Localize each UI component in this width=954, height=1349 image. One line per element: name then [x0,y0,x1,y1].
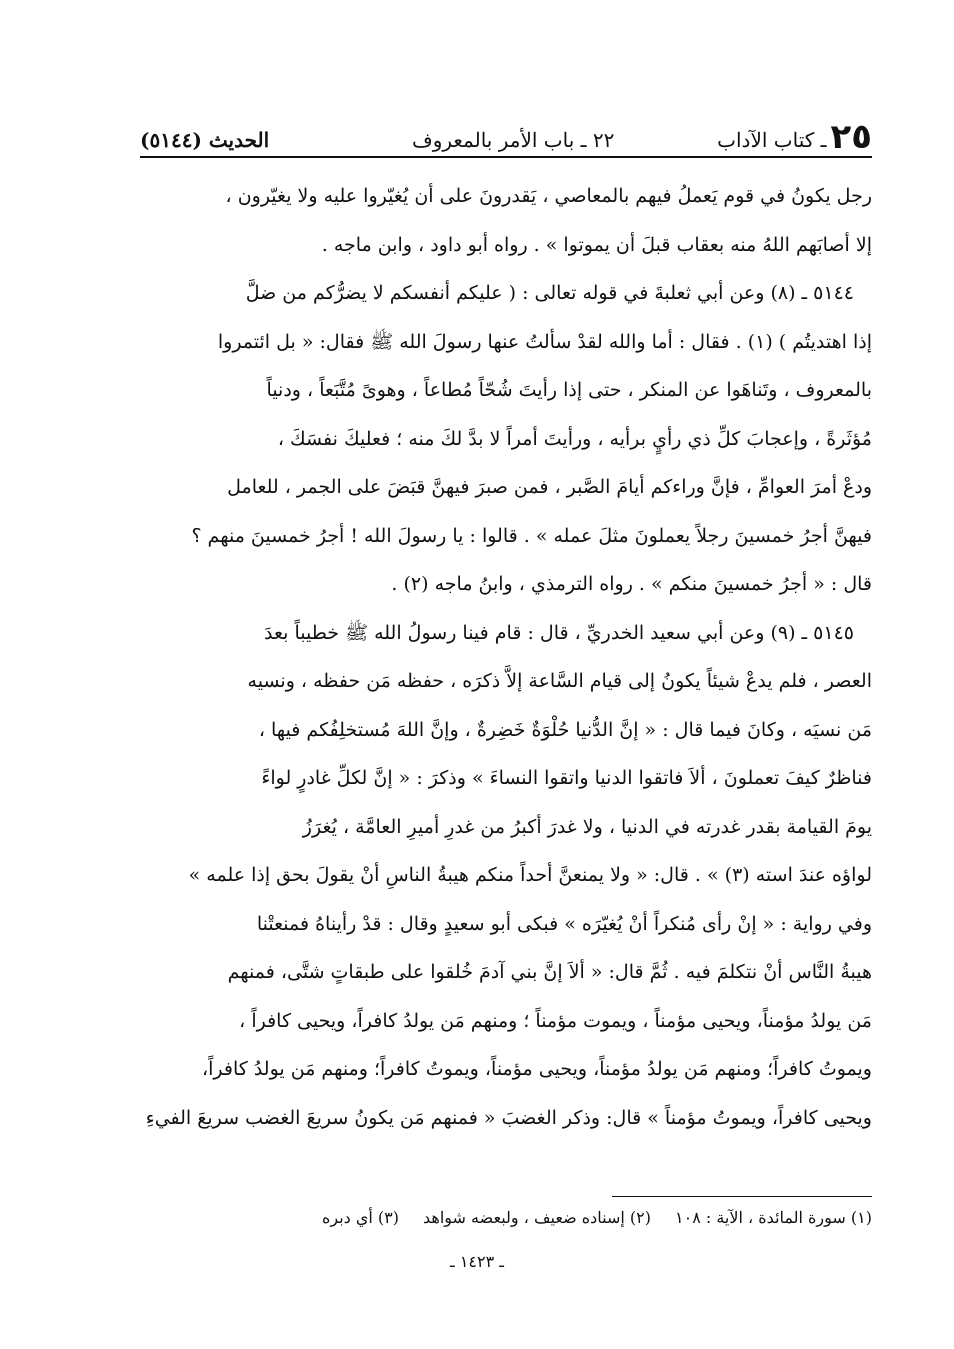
text-line: ويحيى كافراً، ويموتُ مؤمناً » قال: وذكر الغضبَ « فمنهم مَن يكونُ سريعَ الغضب سريعَ الفيءِ [145,1106,872,1129]
text-line: رجل يكونُ في قوم يَعملُ فيهم بالمعاصي ، يَقدرونَ على أن يُغيّروا عليه ولا يغيّرون ، [225,185,872,207]
hadith-5144-start: ٥١٤٤ ـ (٨) وعن أبي ثعلبةَ في قوله تعالى : ( عليكم أنفسكم لا يضرُّكم من ضلَّ [245,282,854,304]
text-line: العصر ، فلم يدعْ شيئاً يكونُ إلى قيام السَّاعة إلاَّ ذكرَه ، حفظه مَن حفظه ، ونسيه [247,670,872,692]
hadith-5145-start: ٥١٤٥ ـ (٩) وعن أبي سعيد الخدريِّ ، قال : قام فينا رسولُ الله ﷺ خطيباً بعدَ [263,621,854,644]
text-line: فيهنَّ أجرُ خمسينَ رجلاً يعملونَ مثلَ عمله » . قالوا : يا رسولَ الله ! أجرُ خمسينَ منهم ؟ [191,524,872,547]
text-line: مُؤثَرةً ، وإعجابَ كلِّ ذي رأيٍ برأيه ، ورأيتَ أمراً لا بدَّ لكَ منه ؛ فعليكَ نفسَكَ ، [277,427,872,450]
text-line: إلا أصابَهم اللهُ منه بعقاب قبلَ أن يموتوا » . رواه أبو داود ، وابن ماجه . [321,233,872,256]
text-line: هيبةُ النَّاس أنْ نتكلمَ فيه . ثُمَّ قال: « ألاَ إنَّ بني آدمَ خُلقوا على طبقاتٍ شتَّى، فمنهم [227,961,872,983]
text-line: بالمعروف ، وتَناهَوا عن المنكر ، حتى إذا رأيتَ شُحّاً مُطاعاً ، وهوىً مُتَّبَعاً ، ودنياً [266,379,872,401]
book-title: ـ كتاب الآداب [717,128,827,152]
text-line: ويموتُ كافراً؛ ومنهم مَن يولدُ مؤمناً، ويحيى مؤمناً، ويموتُ كافراً؛ ومنهم مَن يولدُ كافراً، [201,1058,872,1080]
text-line: يومَ القيامة بقدر غدرته في الدنيا ، ولا غدرَ أكبرُ من غدرِ أميرِ العامَّة ، يُغرَزُ [302,815,872,838]
text-line: فناظرٌ كيفَ تعملونَ ، ألاَ فاتقوا الدنيا واتقوا النساءَ » وذكرَ : « إنَّ لكلِّ غادرٍ لواءً [261,767,872,789]
hadith-reference: الحديث (٥١٤٤) [140,128,270,152]
text-line: مَن يولدُ مؤمناً، ويحيى مؤمناً ، ويموت مؤمناً ؛ ومنهم مَن يولدُ كافراً، ويحيى كافراً ، [239,1009,872,1032]
book-number: ٢٥ [830,117,872,157]
text-line: وفي رواية : « إنْ رأى مُنكراً أنْ يُغيّرَه » فبكى أبو سعيدٍ وقال : قدْ رأيناهُ فمنعتْنا [256,912,872,935]
page-header [140,108,872,157]
text-line: لواؤه عندَ استه (٣) » . قال: « ولا يمنعنَّ أحداً منكم هيبةُ الناسِ أنْ يقولَ بحق إذا علمه » [188,864,872,886]
footnote-2: (٢) إسناده ضعيف ، ولبعضه شواهد [423,1208,651,1227]
text-line: مَن نسيَه ، وكانَ فيما قال : « إنَّ الدُّنيا حُلْوَةٌ خَضِرةٌ ، وإنَّ اللهَ مُستخلِفُكم فيها ، [258,718,872,741]
body-text [140,172,872,1142]
book-heading [717,117,872,157]
text-line: إذا اهتديتُم ) (١) . فقال : أما والله لقدْ سألتُ عنها رسولَ الله ﷺ فقال: « بل ائتمروا [217,330,872,353]
header-rule [140,156,872,158]
footnote-rule [612,1196,872,1197]
text-line: قال : « أجرُ خمسينَ منكم » . رواه الترمذي ، وابنُ ماجه (٢) . [391,573,872,595]
footnote-1: (١) سورة المائدة ، الآية : ١٠٨ [675,1208,872,1227]
page-number: ـ ١٤٢٣ ـ [450,1252,504,1271]
chapter-title: ٢٢ ـ باب الأمر بالمعروف [411,128,615,152]
footnote-3: (٣) أي دبره [321,1208,399,1227]
footnotes [140,1204,872,1232]
text-line: ودعْ أمرَ العوامِّ ، فإنَّ وراءكم أيامَ الصَّبر ، فمن صبرَ فيهنَّ قبَضَ على الجمر ، للعامل [227,476,872,498]
